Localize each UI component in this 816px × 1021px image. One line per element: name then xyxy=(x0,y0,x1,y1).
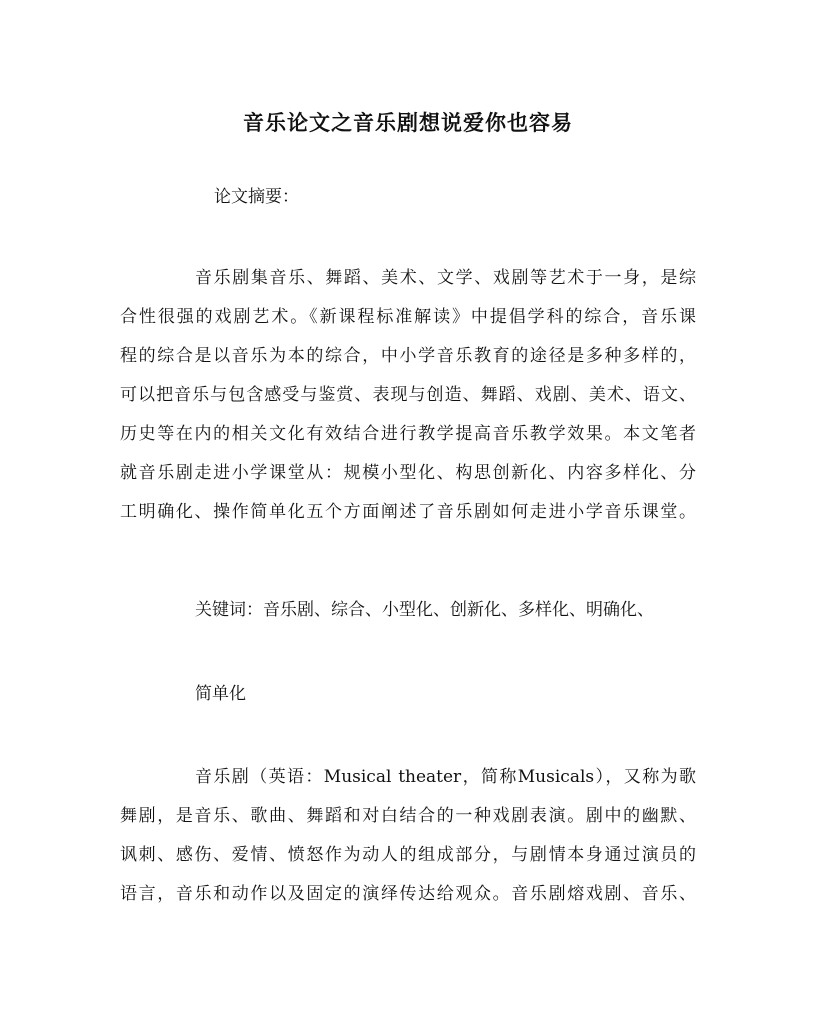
abstract-line: 工明确化、操作简单化五个方面阐述了音乐剧如何走进小学音乐课堂。 xyxy=(120,502,696,522)
keywords-line: 关键词：音乐剧、综合、小型化、创新化、多样化、明确化、 xyxy=(195,600,654,620)
abstract-label: 论文摘要： xyxy=(214,187,299,207)
abstract-line: 合性很强的戏剧艺术。《新课程标准解读》中提倡学科的综合，音乐课 xyxy=(120,307,696,327)
body-line: 音乐剧（英语：Musical theater，简称Musicals），又称为歌 xyxy=(195,767,696,787)
abstract-line: 历史等在内的相关文化有效结合进行教学提高音乐教学效果。本文笔者 xyxy=(120,424,696,444)
abstract-line: 音乐剧集音乐、舞蹈、美术、文学、戏剧等艺术于一身，是综 xyxy=(195,268,696,288)
body-line: 讽刺、感伤、爱情、愤怒作为动人的组成部分，与剧情本身通过演员的 xyxy=(120,845,696,865)
abstract-line: 可以把音乐与包含感受与鉴赏、表现与创造、舞蹈、戏剧、美术、语文、 xyxy=(120,385,696,405)
page-title: 音乐论文之音乐剧想说爱你也容易 xyxy=(243,110,573,135)
body-line: 舞剧，是音乐、歌曲、舞蹈和对白结合的一种戏剧表演。剧中的幽默、 xyxy=(120,806,696,826)
abstract-line: 程的综合是以音乐为本的综合，中小学音乐教育的途径是多种多样的， xyxy=(120,346,696,366)
keywords-line-continued: 简单化 xyxy=(195,684,246,704)
body-line: 语言，音乐和动作以及固定的演绎传达给观众。音乐剧熔戏剧、音乐、 xyxy=(120,884,696,904)
abstract-line: 就音乐剧走进小学课堂从：规模小型化、构思创新化、内容多样化、分 xyxy=(120,463,696,483)
